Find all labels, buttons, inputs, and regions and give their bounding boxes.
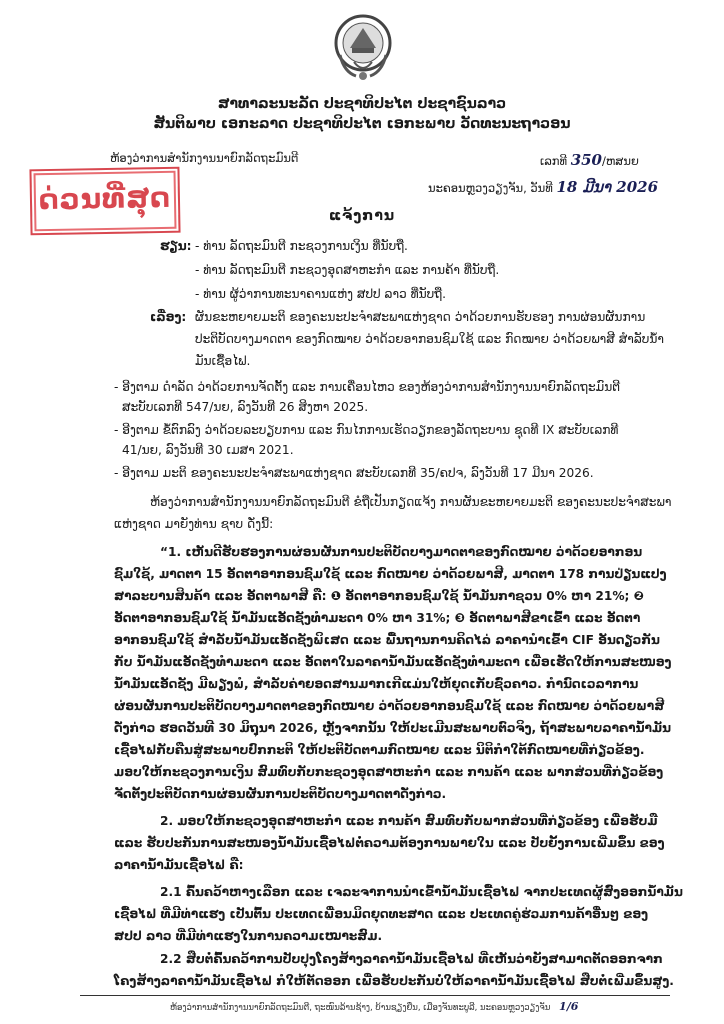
- doc-number-label: ເລກທີ: [540, 154, 568, 168]
- point1-line-10: ເຊື້ອໄຟກັບຄືນສູ່ສະພາບປົກກະຕິ ໃຫ້ປະຕິບັດຕາມກົດໝາຍ ແລະ ນິຕິກຳໃຕ້ກົດໝາຍທີ່ກ່ຽວຂ້ອງ.: [114, 743, 645, 757]
- date-handwritten: 18 ມີນາ 2026: [556, 178, 659, 196]
- point1-line-3: ສາລະບານສິນຄ້າ ແລະ ອັດຕາພາສີ ຄື: ❶ ອັດຕາອາກອນຊົມໃຊ້ ນ້ຳມັນກາຊວນ 0% ຫາ 21%; ❷: [114, 589, 644, 603]
- reference-3: - ອີງຕາມ ມະຕິ ຂອງຄະນະປະຈຳສະພາແຫ່ງຊາດ ສະບັບເລກທີ 35/ຄປຈ, ລົງວັນທີ 17 ມີນາ 2026.: [114, 466, 594, 480]
- office-name: ຫ້ອງວ່າການສຳນັກງານນາຍົກລັດຖະມົນຕີ: [110, 151, 299, 165]
- doc-number-suffix: /ຫສນຍ: [602, 154, 639, 168]
- point2-2-line-2: ໂຄງສ້າງລາຄານ້ຳມັນເຊື້ອໄຟ ກໍໃຫ້ຕັດອອກ ເພື່ອຮັບປະກັນບໍ່ໃຫ້ລາຄານ້ຳມັນເຊື້ອໄຟ ສືບຕໍ່ເພີ່ມຂຶ້ນສູງ.: [114, 974, 674, 988]
- footer-text: ຫ້ອງວ່າການສຳນັກງານນາຍົກລັດຖະມົນຕີ, ຖະໜົນລ້ານຊ້າງ, ບ້ານຊຽງຍືນ, ເມືອງຈັນທະບູລີ, ນະຄອນຫຼວງວຽງຈັນ: [170, 1003, 551, 1013]
- point2-line-2: ແລະ ຮັບປະກັນການສະໜອງນ້ຳມັນເຊື້ອໄຟຕໍ່ຄວາມຕ້ອງການພາຍໃນ ແລະ ປັບຍັ້ງການເພີ່ມຂຶ້ນ ຂອງ: [114, 836, 665, 850]
- reference-1b: ສະບັບເລກທີ 547/ນຍ, ລົງວັນທີ 26 ສິງຫາ 2025.: [122, 400, 369, 414]
- point2-line-3: ລາຄານ້ຳມັນເຊື້ອໄຟ ຄື:: [114, 858, 244, 872]
- to-label: ຮຽນ:: [160, 239, 192, 253]
- page-mark: 1/6: [559, 1000, 579, 1013]
- point2-1-line-1: 2.1 ຄົ້ນຄວ້າຫາງເລືອກ ແລະ ເຈລະຈາການນຳເຂົ້ານ້ຳມັນເຊື້ອໄຟ ຈາກປະເທດຜູ້ສົ່ງອອກນ້ຳມັນ: [160, 885, 683, 899]
- intro-line-2: ແຫ່ງຊາດ ມາຍັງທ່ານ ຊາບ ດັ່ງນີ້:: [114, 517, 274, 531]
- reference-1a: - ອີງຕາມ ດຳລັດ ວ່າດ້ວຍການຈັດຕັ້ງ ແລະ ການເຄື່ອນໄຫວ ຂອງຫ້ອງວ່າການສຳນັກງານນາຍົກລັດຖະມົນຕີ: [114, 380, 621, 394]
- reference-2a: - ອີງຕາມ ຂໍ້ຕົກລົງ ວ່າດ້ວຍລະບຽບການ ແລະ ກົນໄກການເຮັດວຽກຂອງລັດຖະບານ ຊຸດທີ IX ສະບັບເລກທີ: [114, 423, 619, 437]
- point1-line-6: ກັບ ນ້ຳມັນແອັດຊັງທຳມະດາ ແລະ ອັດຕາໃນລາຄານ້ຳມັນແອັດຊັງທຳມະດາ ເພື່ອເຮັດໃຫ້ການສະໜອງ: [114, 655, 672, 669]
- footer-address: [170, 1000, 578, 1013]
- point1-line-4: ອັດຕາອາກອນຊົມໃຊ້ ນ້ຳມັນແອັດຊັງທຳມະດາ 0% ຫາ 31%; ❸ ອັດຕາພາສີຂາເຂົ້າ ແລະ ອັດຕາ: [114, 611, 641, 625]
- point1-line-12: ຈັດຕັ້ງປະຕິບັດການຜ່ອນຜັນການປະຕິບັດບາງມາດຕາດັ່ງກ່າວ.: [114, 787, 447, 801]
- point1-line-11: ມອບໃຫ້ກະຊວງການເງິນ ສົມທົບກັບກະຊວງອຸດສາຫະກຳ ແລະ ການຄ້າ ແລະ ພາກສ່ວນທີ່ກ່ຽວຂ້ອງ: [114, 765, 664, 779]
- doc-number: [540, 151, 639, 169]
- point1-line-8: ຜ່ອນຜັນການປະຕິບັດບາງມາດຕາຂອງກົດໝາຍ ວ່າດ້ວຍອາກອນຊົມໃຊ້ ແລະ ກົດໝາຍ ວ່າດ້ວຍພາສີ: [114, 699, 665, 713]
- to-line-1: - ທ່ານ ລັດຖະມົນຕີ ກະຊວງການເງິນ ທີ່ນັບຖື.: [195, 239, 408, 253]
- subject-line-3: ມັນເຊື້ອໄຟ.: [195, 354, 251, 368]
- point1-line-1: “1. ເຫັນດີຮັບຮອງການຜ່ອນຜັນການປະຕິບັດບາງມາດຕາຂອງກົດໝາຍ ວ່າດ້ວຍອາກອນ: [160, 545, 643, 559]
- point2-1-line-2: ເຊື້ອໄຟ ທີ່ມີທ່າແຮງ ເປັນຕົ້ນ ປະເທດເພື່ອນມິດຍຸດທະສາດ ແລະ ປະເທດຄູ່ຮ່ວມການຄ້າອື່ນໆ ຂອງ: [114, 907, 649, 921]
- urgent-stamp: ດ່ວນທີ່ສຸດ: [29, 167, 180, 236]
- subject-label: ເລື່ອງ:: [150, 310, 187, 324]
- to-line-3: - ທ່ານ ຜູ້ວ່າການທະນາຄານແຫ່ງ ສປປ ລາວ ທີ່ນັບຖື.: [195, 287, 446, 301]
- reference-2b: 41/ນຍ, ລົງວັນທີ 30 ເມສາ 2021.: [122, 443, 294, 457]
- to-line-2: - ທ່ານ ລັດຖະມົນຕີ ກະຊວງອຸດສາຫະກຳ ແລະ ການຄ້າ ທີ່ນັບຖື.: [195, 263, 500, 277]
- footer-divider: [80, 995, 670, 996]
- doc-date: [428, 178, 658, 196]
- header-line-2: ສັນຕິພາບ ເອກະລາດ ປະຊາທິປະໄຕ ເອກະພາບ ວັດທະນະຖາວອນ: [153, 116, 571, 132]
- point1-line-7: ນ້ຳມັນແອັດຊັງ ມີພຽງພໍ, ສຳລັບຄ່າຍອດສານມາກເກີແມ່ນໃຫ້ຍຸດເກັບຊົ່ວຄາວ. ກຳນົດເວລາການ: [114, 677, 639, 691]
- point1-line-5: ອາກອນຊົມໃຊ້ ສຳລັບນ້ຳມັນແອັດຊັງພິເສດ ແລະ ພື້ນຖານການຄິດໄລ່ ລາຄານຳເຂົ້າ CIF ອັນດຽວກັນ: [114, 633, 660, 647]
- point2-line-1: 2. ມອບໃຫ້ກະຊວງອຸດສາຫະກຳ ແລະ ການຄ້າ ສົມທົບກັບພາກສ່ວນທີ່ກ່ຽວຂ້ອງ ເພື່ອຮັບມື: [160, 814, 658, 828]
- point2-2-line-1: 2.2 ສືບຕໍ່ຄົ້ນຄວ້າການປັບປຸງໂຄງສ້າງລາຄານ້ຳມັນເຊື້ອໄຟ ທີ່ເຫັນວ່າຍັງສາມາດຕັດອອກຈາກ: [160, 952, 663, 966]
- subject-line-1: ຜັນຂະຫຍາຍມະຕິ ຂອງຄະນະປະຈຳສະພາແຫ່ງຊາດ ວ່າດ້ວຍການຮັບຮອງ ການຜ່ອນຜັນການ: [195, 310, 646, 324]
- intro-line-1: ຫ້ອງວ່າການສຳນັກງານນາຍົກລັດຖະມົນຕີ ຂໍຖືເປັນກຽດແຈ້ງ ການຜັນຂະຫຍາຍມະຕິ ຂອງຄະນະປະຈຳສະພາ: [150, 495, 672, 509]
- doc-title: ແຈ້ງການ: [328, 208, 396, 224]
- point1-line-9: ດັ່ງກ່າວ ຮອດວັນທີ 30 ມິຖຸນາ 2026, ຫຼັງຈາກນັ້ນ ໃຫ້ປະເມີນສະພາບຕົວຈິງ, ຖ້າສະພາບລາຄານ້ຳມັນ: [114, 721, 672, 735]
- subject-line-2: ປະຕິບັດບາງມາດຕາ ຂອງກົດໝາຍ ວ່າດ້ວຍອາກອນຊົມໃຊ້ ແລະ ກົດໝາຍ ວ່າດ້ວຍພາສີ ສຳລັບນ້ຳ: [195, 332, 664, 346]
- doc-number-value: 350: [570, 151, 602, 169]
- point1-line-2: ຊົມໃຊ້, ມາດຕາ 15 ອັດຕາອາກອນຊົມໃຊ້ ແລະ ກົດໝາຍ ວ່າດ້ວຍພາສີ, ມາດຕາ 178 ການປ່ຽນແປງ: [114, 567, 667, 581]
- header-line-1: ສາທາລະນະລັດ ປະຊາທິປະໄຕ ປະຊາຊົນລາວ: [217, 96, 507, 112]
- point2-1-line-3: ສປປ ລາວ ທີ່ມີທ່າແຮງໃນການຄວາມເໝາະສົມ.: [114, 929, 383, 943]
- date-prefix: ນະຄອນຫຼວງວຽງຈັນ, ວັນທີ: [428, 181, 553, 195]
- national-emblem: [332, 10, 394, 82]
